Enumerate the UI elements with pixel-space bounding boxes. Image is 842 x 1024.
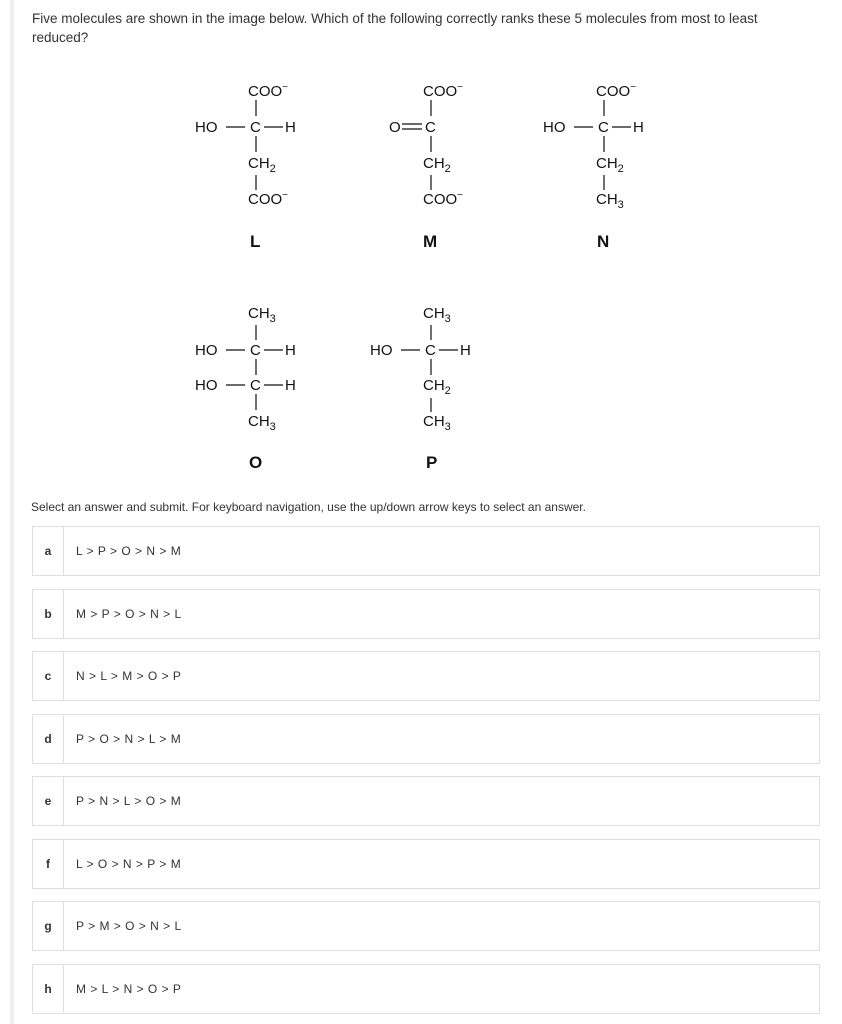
option-letter: g bbox=[33, 902, 64, 950]
molecule-M-left: O bbox=[389, 119, 401, 136]
molecule-P bbox=[370, 305, 471, 472]
molecule-L-bottom: COO− bbox=[248, 190, 289, 208]
option-text: M > L > N > O > P bbox=[76, 982, 182, 996]
molecule-O-center1: C bbox=[250, 342, 261, 359]
answer-option-c[interactable] bbox=[32, 651, 820, 701]
molecule-M-top: COO− bbox=[423, 82, 464, 100]
molecule-M-mid: $CH_2$ bbox=[423, 155, 451, 175]
molecule-M-label: M bbox=[423, 232, 438, 251]
molecule-N-label: N bbox=[597, 232, 610, 251]
molecule-N-left: HO bbox=[543, 119, 566, 136]
molecule-P-right: H bbox=[460, 342, 471, 359]
molecule-M bbox=[389, 82, 463, 251]
molecule-L-mid: $CH_2$ bbox=[248, 155, 276, 175]
molecule-O-left1: HO bbox=[195, 342, 218, 359]
option-letter: a bbox=[33, 527, 64, 575]
answer-option-b[interactable] bbox=[32, 589, 820, 639]
option-text: M > P > O > N > L bbox=[76, 607, 182, 621]
molecule-P-center: C bbox=[425, 342, 436, 359]
molecule-O-center2: C bbox=[250, 377, 261, 394]
option-letter: d bbox=[33, 715, 64, 763]
molecule-L-center: C bbox=[250, 119, 261, 136]
molecule-P-top: $CH_3$ bbox=[423, 305, 451, 325]
molecule-N-mid: $CH_2$ bbox=[596, 155, 624, 175]
molecule-L bbox=[195, 82, 296, 251]
answer-option-f[interactable] bbox=[32, 839, 820, 889]
molecule-O-left2: HO bbox=[195, 377, 218, 394]
molecule-N-bottom: $CH_3$ bbox=[596, 191, 624, 211]
option-letter: f bbox=[33, 840, 64, 888]
molecule-P-label: P bbox=[426, 453, 438, 472]
molecule-P-mid: $CH_2$ bbox=[423, 377, 451, 397]
molecule-L-top: COO− bbox=[248, 82, 289, 100]
option-letter: c bbox=[33, 652, 64, 700]
answer-option-h[interactable] bbox=[32, 964, 820, 1014]
molecule-M-bottom: COO− bbox=[423, 190, 464, 208]
molecule-O-bottom: $CH_3$ bbox=[248, 413, 276, 433]
molecule-O-label: O bbox=[249, 453, 263, 472]
molecules-figure bbox=[0, 0, 842, 500]
answer-option-g[interactable] bbox=[32, 901, 820, 951]
molecule-L-label: L bbox=[250, 232, 261, 251]
option-text: P > M > O > N > L bbox=[76, 919, 182, 933]
molecule-O bbox=[195, 305, 296, 472]
molecule-L-right: H bbox=[285, 119, 296, 136]
molecule-M-center: C bbox=[425, 119, 436, 136]
question-text: Five molecules are shown in the image below. Which of the following correctly ranks these 5 molecules from most to least reduced? bbox=[32, 11, 758, 45]
option-letter: b bbox=[33, 590, 64, 638]
molecule-N-right: H bbox=[633, 119, 644, 136]
molecule-L-left: HO bbox=[195, 119, 218, 136]
molecule-P-bottom: $CH_3$ bbox=[423, 413, 451, 433]
instruction-text: Select an answer and submit. For keyboard navigation, use the up/down arrow keys to select an answer. bbox=[31, 500, 586, 514]
molecule-O-right1: H bbox=[285, 342, 296, 359]
option-text: L > O > N > P > M bbox=[76, 857, 182, 871]
molecule-N bbox=[543, 82, 644, 251]
option-text: P > N > L > O > M bbox=[76, 794, 182, 808]
option-text: L > P > O > N > M bbox=[76, 544, 182, 558]
molecule-O-top: $CH_3$ bbox=[248, 305, 276, 325]
molecule-N-top: COO− bbox=[596, 82, 637, 100]
molecule-O-right2: H bbox=[285, 377, 296, 394]
answer-option-d[interactable] bbox=[32, 714, 820, 764]
molecule-P-left: HO bbox=[370, 342, 393, 359]
answer-option-a[interactable] bbox=[32, 526, 820, 576]
answer-option-e[interactable] bbox=[32, 776, 820, 826]
molecule-N-center: C bbox=[598, 119, 609, 136]
option-text: N > L > M > O > P bbox=[76, 669, 182, 683]
molecules-svg bbox=[0, 0, 842, 500]
option-letter: e bbox=[33, 777, 64, 825]
option-text: P > O > N > L > M bbox=[76, 732, 182, 746]
option-letter: h bbox=[33, 965, 64, 1013]
